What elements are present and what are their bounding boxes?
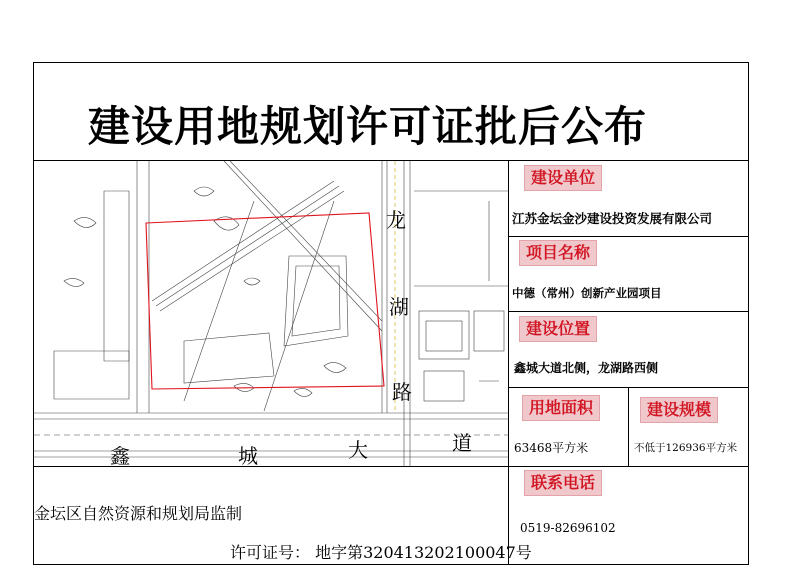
location-label: 建设位置: [519, 316, 597, 342]
map-footer-divider: [33, 466, 749, 467]
page-title: 建设用地规划许可证批后公布: [88, 102, 648, 151]
map-panel-divider: [508, 160, 509, 565]
scale-value: 不低于126936平方米: [634, 442, 738, 454]
builder-label: 建设单位: [524, 165, 602, 191]
area-label: 用地面积: [522, 395, 600, 421]
road-label-cheng: 城: [238, 444, 258, 466]
road-label-lu: 路: [392, 380, 412, 404]
supervisor-text: 金坛区自然资源和规划局监制: [34, 504, 243, 523]
road-label-long: 龙: [386, 208, 406, 232]
road-label-dao: 道: [452, 431, 472, 455]
road-label-hu: 湖: [389, 295, 409, 319]
row-divider-builder: [508, 236, 749, 237]
builder-value: 江苏金坛金沙建设投资发展有限公司: [512, 211, 713, 226]
location-value: 鑫城大道北侧，龙湖路西侧: [514, 361, 659, 375]
road-label-xin: 鑫: [110, 444, 130, 466]
scale-label: 建设规模: [640, 397, 718, 423]
site-map: [34, 161, 508, 466]
phone-label: 联系电话: [524, 470, 602, 496]
row-divider-project: [508, 311, 749, 312]
site-boundary: [146, 213, 384, 389]
project-value: 中德（常州）创新产业园项目: [512, 286, 662, 300]
project-label: 项目名称: [519, 240, 597, 266]
site-map-drawing: [34, 161, 508, 466]
area-scale-divider: [628, 387, 629, 466]
phone-value: 0519-82696102: [520, 521, 616, 535]
area-value: 63468平方米: [514, 441, 589, 455]
permit-number: 许可证号： 地字第320413202100047号: [230, 543, 532, 562]
road-label-da: 大: [348, 438, 368, 462]
